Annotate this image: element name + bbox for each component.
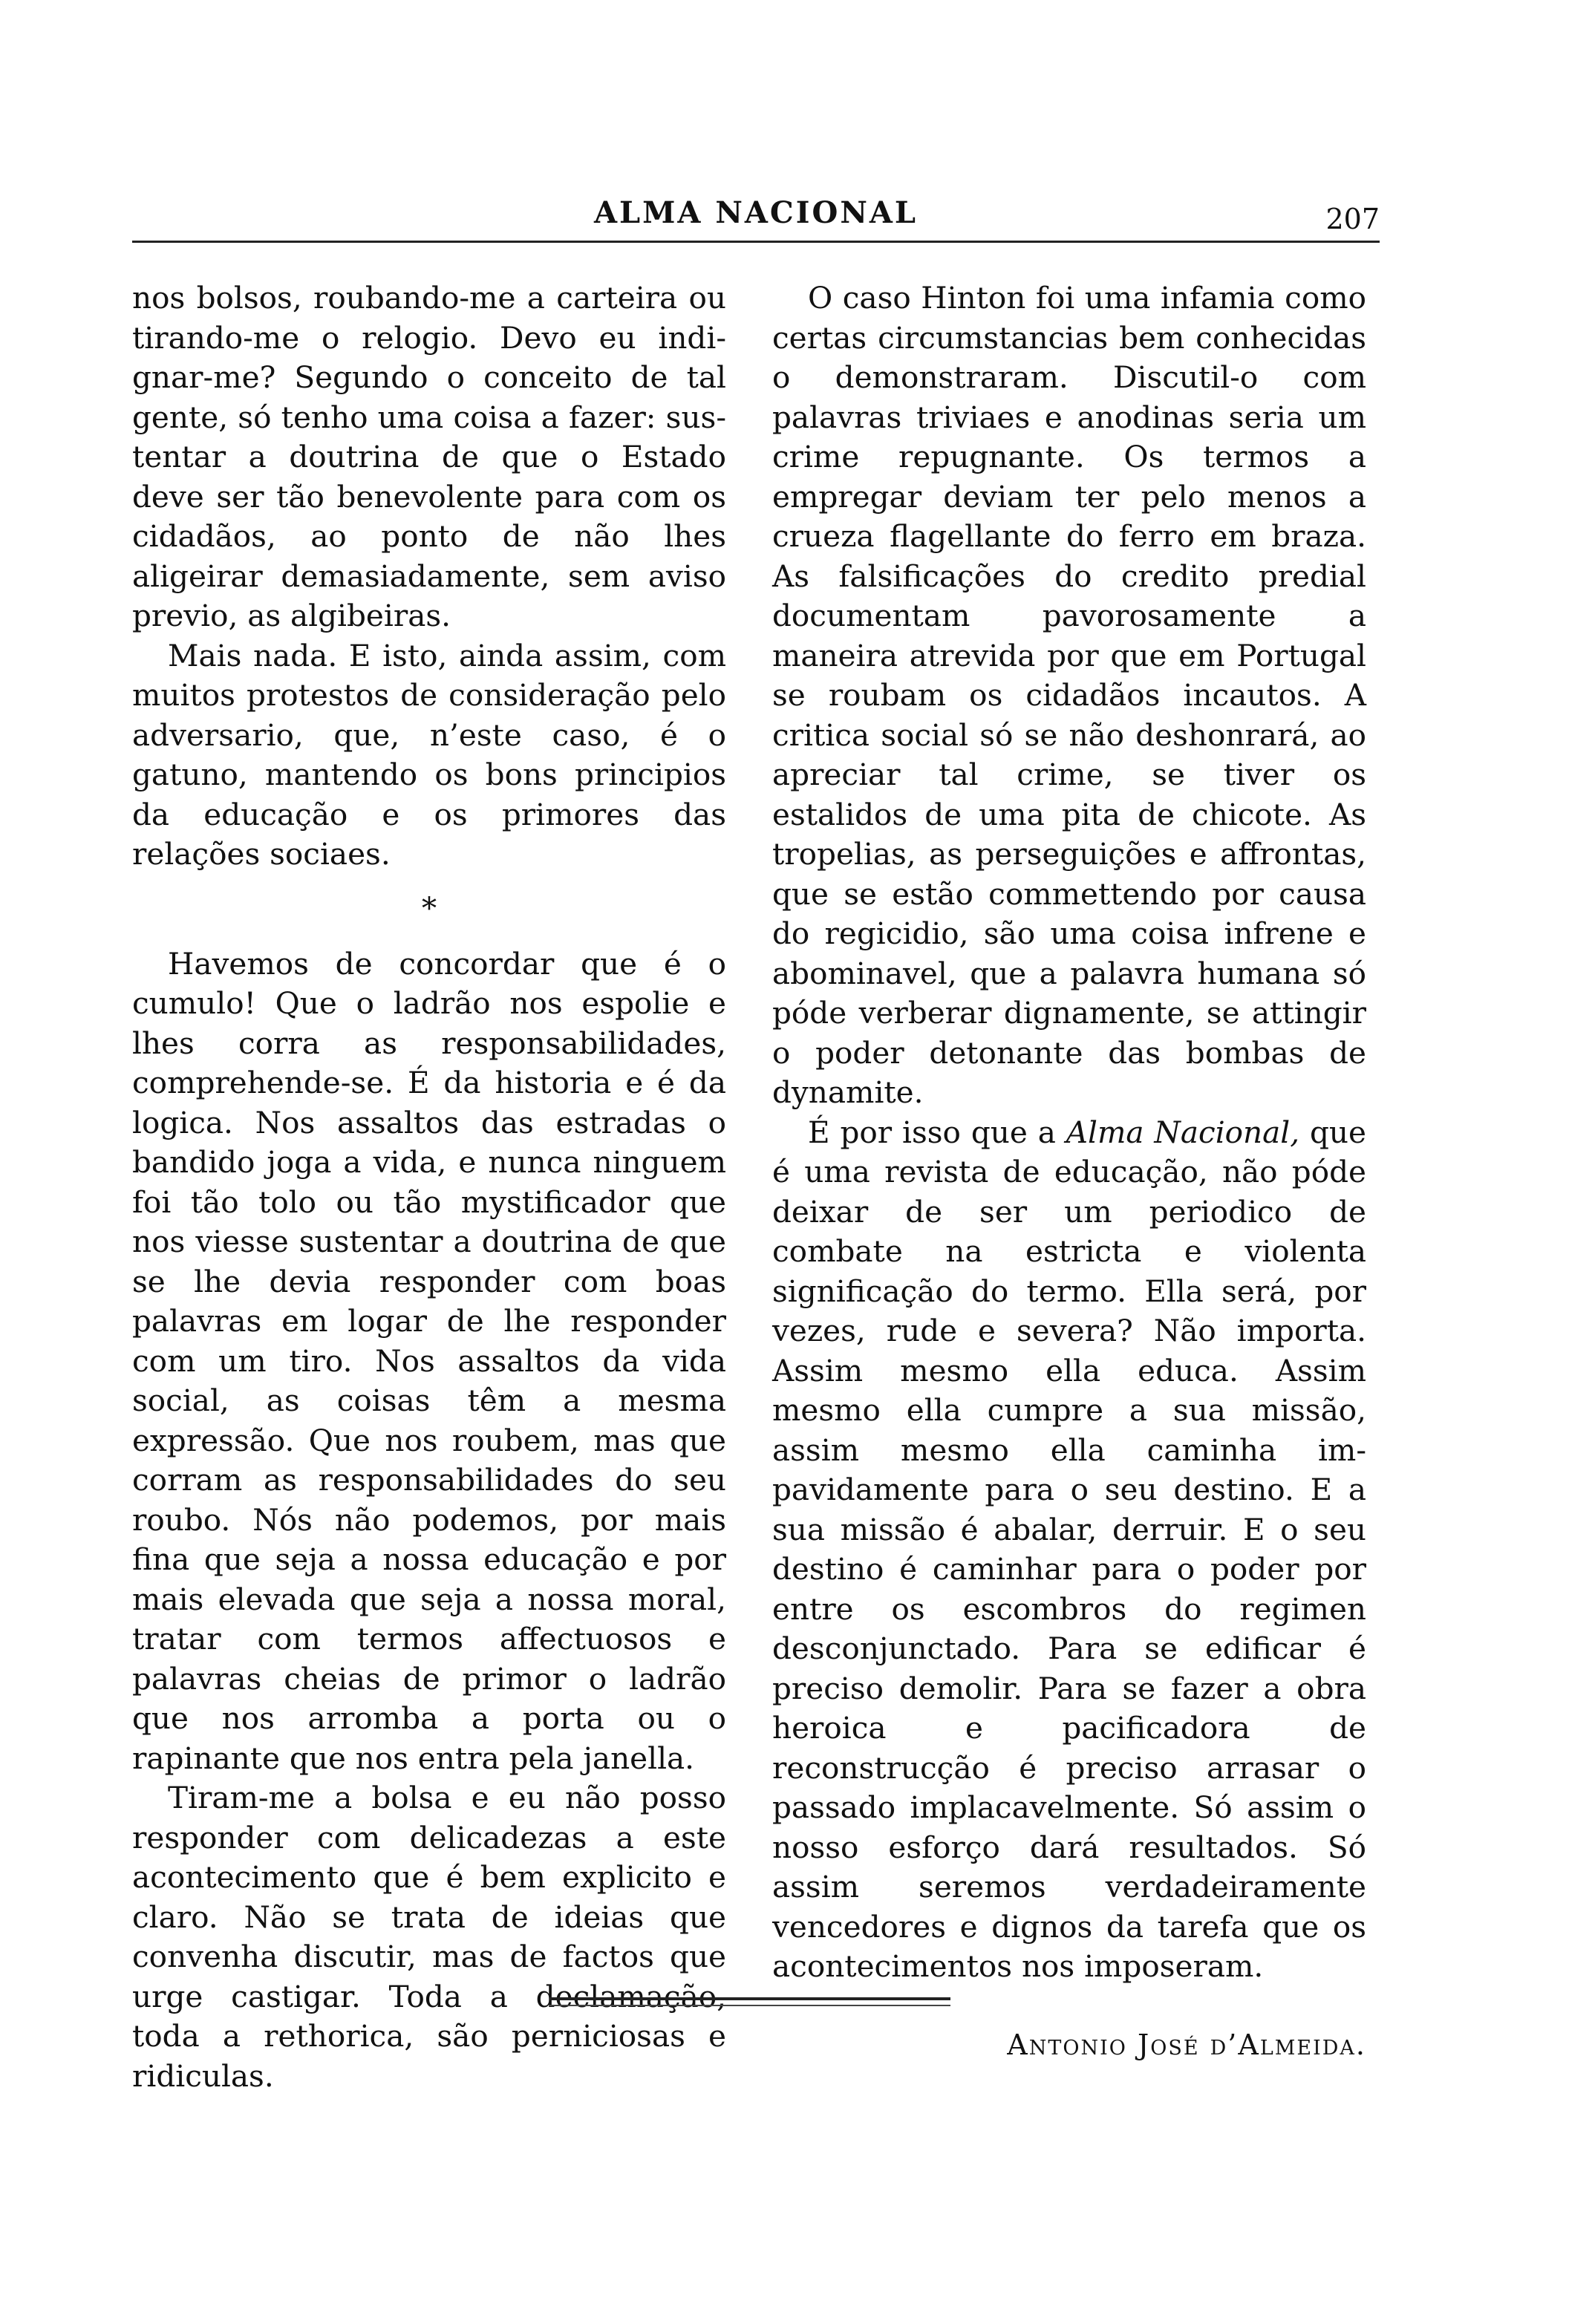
paragraph: O caso Hinton foi uma infamia como certas circumstancias bem conhecidas o demonstraram. Discutil-o com palavras triviaes e anodinas seria um crime repugnante. Os termos a empregar deviam ter pelo menos a crueza flagellante do ferro em braza. As falsificações do credito predial documentam pavorosamente a maneira atrevida por que em Portugal se roubam os cidadãos incautos. A critica social só se não deshonrará, ao apreciar tal crime, se tiver os estalidos de uma pita de chicote. As tropelias, as perseguições e affrontas, que se estão commettendo por causa do regicidio, são uma coisa infrene e abominavel, que a palavra humana só póde verberar dignamente, se attingir o poder detonante das bombas de dynamite. bbox=[772, 280, 1366, 1110]
end-rule bbox=[549, 1997, 950, 2000]
left-column bbox=[132, 278, 726, 2096]
text-run: É por isso que a bbox=[808, 1114, 1066, 1150]
running-title: ALMA NACIONAL bbox=[593, 195, 919, 230]
page-header bbox=[132, 195, 1380, 239]
paragraph: Havemos de concordar que é o cumulo! Que o ladrão nos espolie e lhes corra as responsabilidades, comprehende-se. É da historia e é da logica. Nos assaltos das estradas o bandido joga a vida, e nunca ninguem foi tão tolo ou tão mystificador que nos viesse sustentar a doutrina de que se lhe devia responder com boas palavras em logar de lhe responder com um tiro. Nos assaltos da vida social, as coisas têm a mesma expressão. Que nos roubem, mas que corram as responsabilidades do seu roubo. Nós não podemos, por mais fina que seja a nossa educação e por mais elevada que seja a nossa moral, tratar com termos affectuosos e palavras cheias de primor o ladrão que nos arromba a porta ou o rapinante que nos entra pela janella. bbox=[132, 945, 726, 1776]
page-number: 207 bbox=[1325, 203, 1380, 235]
text-run: que é uma revista de educação, não póde deixar de ser um periodico de combate na estricta e violenta significação do termo. Ella será, por vezes, rude e severa? Não importa. Assim mesmo ella educa. Assim mesmo ella cumpre a sua missão, assim mesmo ella caminha impavidamente para o seu destino. E a sua missão é abalar, derruir. E o seu destino é caminhar para o poder por entre os escombros do regimen desconjunctado. Para se edificar é preciso demolir. Para se fazer a obra heroica e pacificadora de reconstrucção é preciso arrasar o passado implacavelmente. Só assim o nosso esforço dará resultados. Só assim seremos verdadeiramente vencedores e dignos da tarefa que os acontecimentos nos imposeram. bbox=[772, 1114, 1366, 1984]
end-rule bbox=[549, 2005, 950, 2006]
section-separator: * bbox=[421, 890, 437, 926]
right-column bbox=[772, 278, 1366, 2065]
author-signature: Antonio José d’Almeida. bbox=[1007, 2028, 1366, 2061]
journal-title: Alma Nacional, bbox=[1066, 1114, 1300, 1150]
paragraph: Mais nada. E isto, ainda assim, com muitos protestos de consideração pelo adversario, que, n’este caso, é o gatuno, mantendo os bons principios da educação e os primores das relações sociaes. bbox=[132, 637, 726, 872]
header-rule bbox=[132, 241, 1380, 243]
paragraph bbox=[772, 1113, 1366, 1987]
paragraph: nos bolsos, roubando-me a carteira ou tirando-me o relogio. Devo eu indignar-me? Segundo o conceito de tal gente, só tenho uma coisa a fazer: sustentar a doutrina de que o Estado deve ser tão benevolente para com os cidadãos, ao ponto de não lhes aligeirar demasiadamente, sem aviso previo, as algibeiras. bbox=[132, 280, 726, 633]
paragraph: Tiram-me a bolsa e eu não posso responder com delicadezas a este acontecimento que é bem explicito e claro. Não se trata de ideias que convenha discutir, mas de factos que urge castigar. Toda a declamação, toda a rethorica, são perniciosas e ridiculas. bbox=[132, 1780, 726, 2094]
